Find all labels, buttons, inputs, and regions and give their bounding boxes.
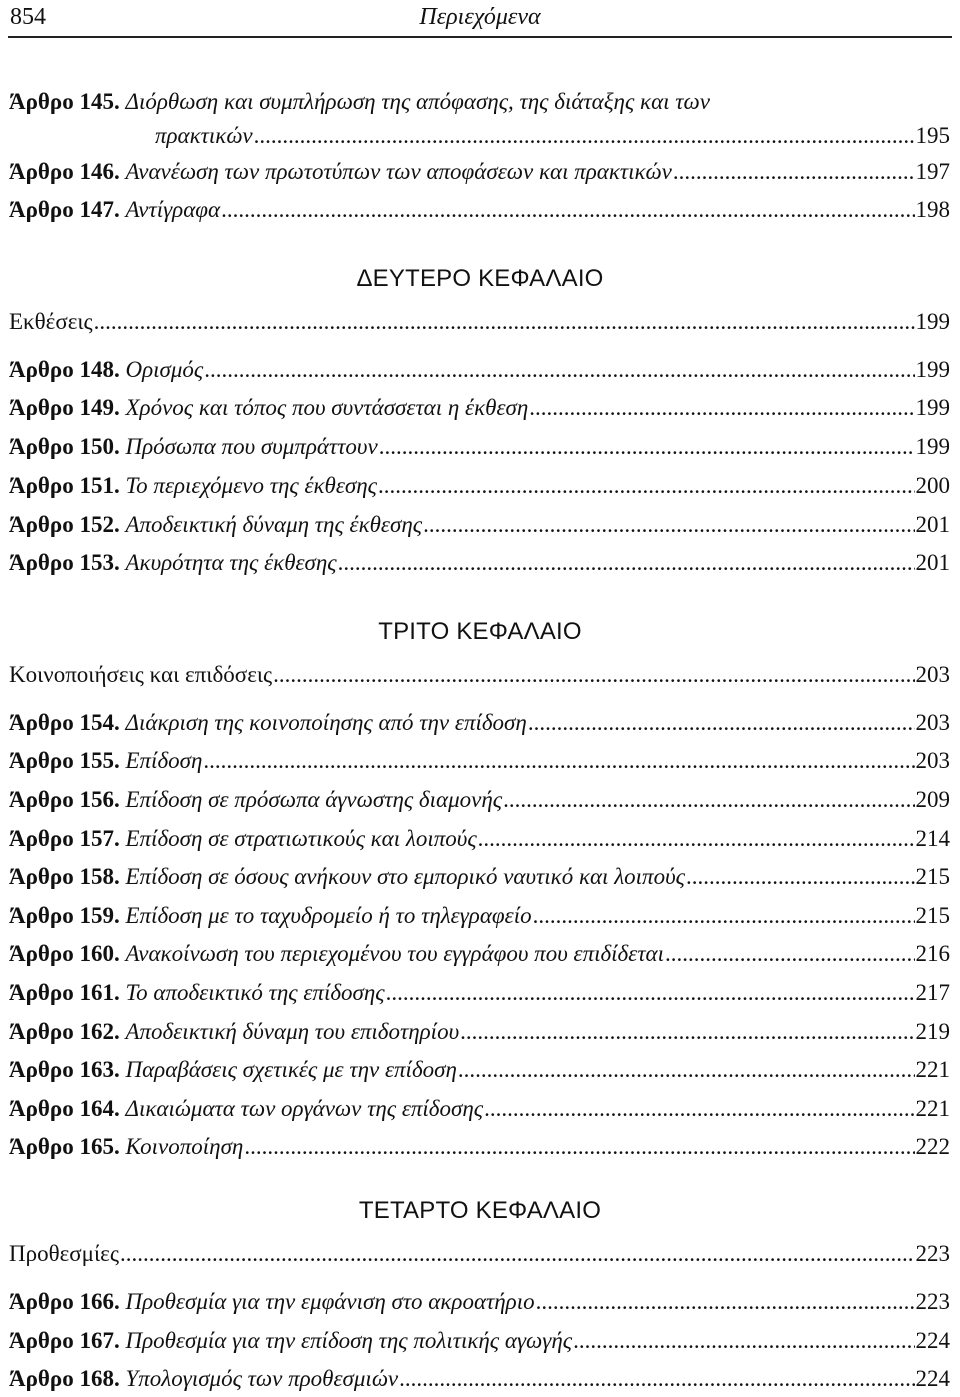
article-title: Το αποδεικτικό της επίδοσης [125,980,385,1005]
chapter-heading-4: ΤΕΤΑΡΤΟ ΚΕΦΑΛΑΙΟ [358,1197,602,1224]
article-title: Επίδοση με το ταχυδρομείο ή το τηλεγραφείο [125,903,532,928]
article-number: Άρθρο 150. [9,434,126,459]
toc-entry-162 [9,1016,950,1046]
leader-dots [379,433,915,461]
toc-entry-152 [9,509,950,539]
article-number: Άρθρο 149. [9,395,126,420]
page-ref: 203 [915,662,950,687]
article-title: Παραβάσεις σχετικές με την επίδοση [125,1057,457,1082]
article-title: Προθεσμία για την επίδοση της πολιτικής αγωγής [125,1328,573,1353]
article-title: Διόρθωση και συμπλήρωση της απόφασης, της διάταξης και των [125,89,710,114]
chapter-heading-2: ΔΕΥΤΕΡΟ ΚΕΦΑΛΑΙΟ [356,265,604,292]
article-title: Χρόνος και τόπος που συντάσσεται η έκθεση [125,395,529,420]
article-title: Αντίγραφα [125,197,221,222]
article-number: Άρθρο 165. [9,1134,126,1159]
leader-dots [378,472,915,500]
toc-entry-163 [9,1054,950,1084]
page-ref: 221 [915,1096,950,1121]
page-ref: 215 [915,864,950,889]
article-title: Δικαιώματα των οργάνων της επίδοσης [125,1096,484,1121]
leader-dots [254,122,915,150]
leader-dots [386,979,915,1007]
leader-dots [458,1056,915,1084]
article-number: Άρθρο 148. [9,357,126,382]
leader-dots [423,511,914,539]
leader-dots [460,1018,914,1046]
article-title: Ανακοίνωση του περιεχομένου του εγγράφου που επιδίδεται [125,941,665,966]
article-number: Άρθρο 167. [9,1328,126,1353]
page-ref: 198 [915,197,950,222]
leader-dots [221,196,914,224]
leader-dots [204,356,914,384]
toc-entry-151 [9,470,950,500]
article-number: Άρθρο 147. [9,197,126,222]
toc-entry-149 [9,392,950,422]
article-number: Άρθρο 159. [9,903,126,928]
section-title: Εκθέσεις [9,309,93,334]
toc-entry-165 [9,1131,950,1161]
article-number: Άρθρο 166. [9,1289,126,1314]
leader-dots [399,1365,914,1393]
toc-entry-147 [9,194,950,224]
page-ref: 199 [915,309,950,334]
section-title: Προθεσμίες [9,1241,119,1266]
leader-dots [273,661,914,689]
page-ref: 223 [915,1289,950,1314]
leader-dots [673,158,915,186]
toc-entry-157 [9,823,950,853]
page-ref: 197 [915,159,950,184]
toc-section-2 [9,306,950,336]
article-number: Άρθρο 158. [9,864,126,889]
running-title: Περιεχόμενα [419,4,541,30]
toc-entry-156 [9,784,950,814]
article-number: Άρθρο 168. [9,1366,126,1391]
toc-entry-153 [9,547,950,577]
page-ref: 209 [915,787,950,812]
article-title: Πρόσωπα που συμπράττουν [125,434,378,459]
article-number: Άρθρο 151. [9,473,126,498]
page-header [8,0,952,38]
chapter-heading-3: ΤΡΙΤΟ ΚΕΦΑΛΑΙΟ [378,618,582,645]
toc-section-3 [9,659,950,689]
article-title: Κοινοποίηση [125,1134,244,1159]
article-number: Άρθρο 164. [9,1096,126,1121]
article-title: Προθεσμία για την εμφάνιση στο ακροατήριο [125,1289,535,1314]
toc-entry-148 [9,354,950,384]
article-title: Αποδεικτική δύναμη της έκθεσης [125,512,423,537]
toc-entry-146 [9,156,950,186]
toc-entry-160 [9,938,950,968]
article-number: Άρθρο 145. [9,89,126,114]
leader-dots [503,786,914,814]
page-ref: 203 [915,748,950,773]
article-title: Επίδοση σε πρόσωπα άγνωστης διαμονής [125,787,503,812]
leader-dots [533,902,915,930]
article-title: Διάκριση της κοινοποίησης από την επίδοση [125,710,527,735]
page-ref: 201 [915,512,950,537]
article-title: Επίδοση σε στρατιωτικούς και λοιπούς [125,826,477,851]
toc-entry-159 [9,900,950,930]
page-ref: 215 [915,903,950,928]
leader-dots [120,1240,915,1268]
leader-dots [536,1288,915,1316]
toc-entry-167 [9,1325,950,1355]
toc-section-4 [9,1238,950,1268]
page-ref: 203 [915,710,950,735]
leader-dots [338,549,915,577]
toc-entry-154 [9,707,950,737]
article-number: Άρθρο 146. [9,159,126,184]
article-number: Άρθρο 155. [9,748,126,773]
toc-entry-150 [9,431,950,461]
leader-dots [528,709,915,737]
toc-entry-145-line2 [155,120,950,150]
toc-entry-164 [9,1093,950,1123]
toc-entry-168 [9,1363,950,1393]
leader-dots [203,747,914,775]
page-ref: 223 [915,1241,950,1266]
page-ref: 217 [915,980,950,1005]
page-ref: 224 [915,1366,950,1391]
leader-dots [244,1133,914,1161]
article-title: Επίδοση [125,748,203,773]
toc-entry-161 [9,977,950,1007]
toc-entry-166 [9,1286,950,1316]
toc-entry-155 [9,745,950,775]
leader-dots [478,825,915,853]
article-number: Άρθρο 160. [9,941,126,966]
article-title: Ορισμός [125,357,204,382]
article-title-continued: πρακτικών [155,123,253,148]
article-number: Άρθρο 161. [9,980,126,1005]
page-ref: 222 [915,1134,950,1159]
page-ref: 199 [915,395,950,420]
leader-dots [94,308,915,336]
leader-dots [665,940,914,968]
page-number: 854 [10,4,46,30]
page-ref: 199 [915,357,950,382]
toc-entry-158 [9,861,950,891]
article-number: Άρθρο 163. [9,1057,126,1082]
article-number: Άρθρο 153. [9,550,126,575]
toc-entry-145-line1 [9,86,950,116]
section-title: Κοινοποιήσεις και επιδόσεις [9,662,273,687]
article-title: Επίδοση σε όσους ανήκουν στο εμπορικό ναυτικό και λοιπούς [125,864,685,889]
page-ref: 221 [915,1057,950,1082]
page-ref: 214 [915,826,950,851]
leader-dots [484,1095,914,1123]
article-number: Άρθρο 156. [9,787,126,812]
page-ref: 224 [915,1328,950,1353]
article-title: Ακυρότητα της έκθεσης [125,550,337,575]
article-number: Άρθρο 162. [9,1019,126,1044]
leader-dots [529,394,914,422]
article-number: Άρθρο 154. [9,710,126,735]
page-ref: 216 [915,941,950,966]
page-ref: 201 [915,550,950,575]
leader-dots [686,863,915,891]
article-title: Ανανέωση των πρωτοτύπων των αποφάσεων και πρακτικών [125,159,672,184]
page-ref: 219 [915,1019,950,1044]
article-title: Αποδεικτική δύναμη του επιδοτηρίου [125,1019,460,1044]
article-title: Το περιεχόμενο της έκθεσης [125,473,377,498]
page-ref: 199 [915,434,950,459]
article-title: Υπολογισμός των προθεσμιών [125,1366,399,1391]
article-number: Άρθρο 157. [9,826,126,851]
page-ref: 200 [915,473,950,498]
article-number: Άρθρο 152. [9,512,126,537]
leader-dots [573,1327,914,1355]
page-ref: 195 [915,123,950,148]
